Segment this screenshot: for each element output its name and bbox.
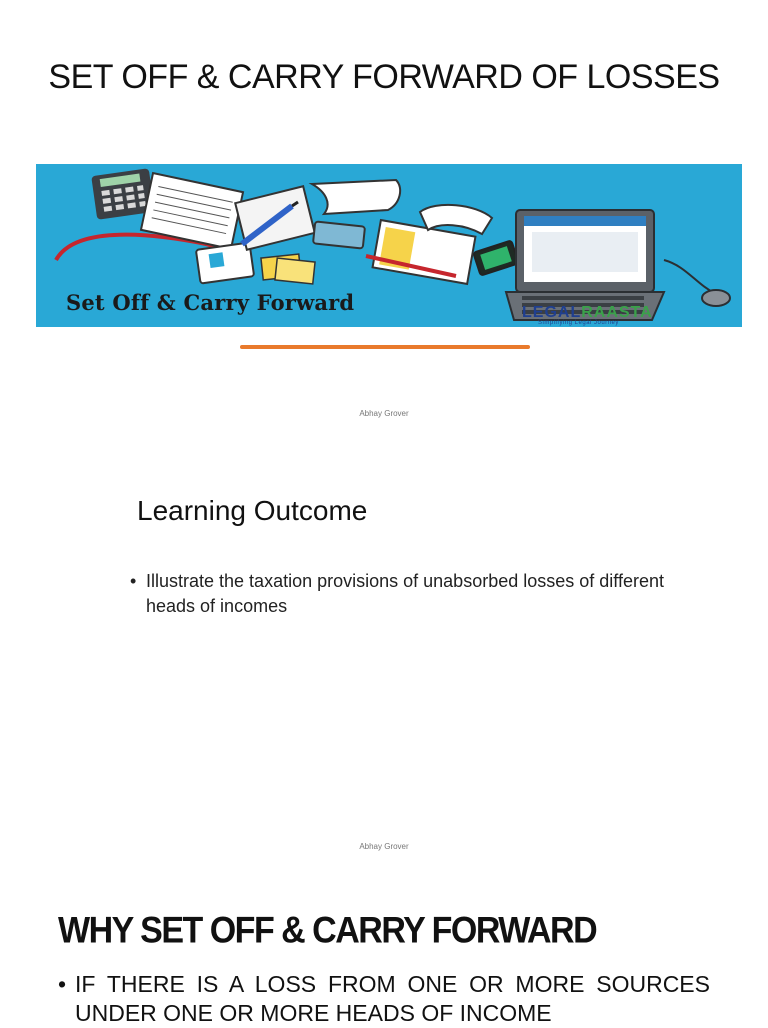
- bullet-item: • Illustrate the taxation provisions of unabsorbed losses of different heads of incomes: [130, 569, 670, 619]
- mouse-icon: [702, 290, 730, 306]
- brand-logo: LEGALRAASTA: [522, 304, 653, 321]
- credit-card-icon: [313, 221, 365, 248]
- slide-title: WHY SET OFF & CARRY FORWARD: [58, 910, 597, 952]
- slide-footer: Abhay Grover: [359, 842, 409, 851]
- bullet-item: • IF THERE IS A LOSS FROM ONE OR MORE SOURCES UNDER ONE OR MORE HEADS OF INCOME: [58, 970, 710, 1028]
- bullet-list: [58, 970, 710, 1028]
- slide-title: Learning Outcome: [137, 495, 368, 526]
- banner-image: [36, 164, 742, 327]
- slide-footer: Abhay Grover: [359, 409, 409, 418]
- sticky-notes-icon: [261, 254, 315, 284]
- orange-divider: [240, 345, 530, 349]
- calendar-icon: [366, 220, 475, 284]
- paper-icon: [312, 180, 400, 214]
- notepad-icon: [235, 186, 315, 250]
- slide-title: SET OFF & CARRY FORWARD OF LOSSES: [48, 58, 720, 96]
- brand-tagline: Simplifying Legal Journey: [538, 320, 619, 326]
- bullet-list: [130, 569, 670, 619]
- slide-3: [0, 866, 768, 1024]
- id-card-icon: [196, 242, 254, 283]
- phone-icon: [473, 240, 518, 275]
- banner-caption: Set Off & Carry Forward: [66, 290, 355, 315]
- slide-1: [0, 0, 768, 433]
- slide-2: [0, 433, 768, 866]
